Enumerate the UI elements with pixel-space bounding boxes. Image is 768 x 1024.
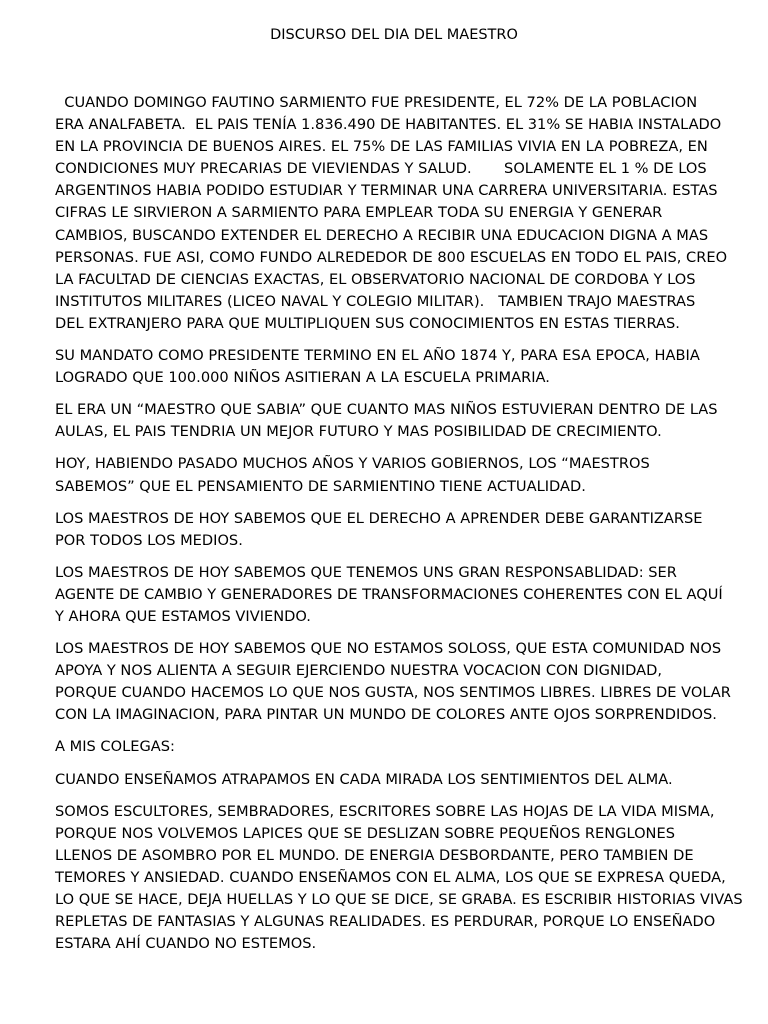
- text-line: LOS MAESTROS DE HOY SABEMOS QUE EL DERECHO A APRENDER DEBE GARANTIZARSE: [55, 509, 703, 527]
- text-line: APOYA Y NOS ALIENTA A SEGUIR EJERCIENDO NUESTRA VOCACION CON DIGNIDAD,: [55, 662, 663, 680]
- text-line: CUANDO DOMINGO FAUTINO SARMIENTO FUE PRESIDENTE, EL 72% DE LA POBLACION: [55, 94, 698, 111]
- text-line: PORQUE NOS VOLVEMOS LAPICES QUE SE DESLIZAN SOBRE PEQUEÑOS RENGLONES: [55, 824, 675, 842]
- text-line: LOS MAESTROS DE HOY SABEMOS QUE TENEMOS UNS GRAN RESPONSABLIDAD: SER: [55, 563, 677, 581]
- text-line: LOS MAESTROS DE HOY SABEMOS QUE NO ESTAMOS SOLOSS, QUE ESTA COMUNIDAD NOS: [55, 640, 722, 658]
- text-line: LA FACULTAD DE CIENCIAS EXACTAS, EL OBSERVATORIO NACIONAL DE CORDOBA Y LOS: [55, 270, 696, 288]
- text-line: LO QUE SE HACE, DEJA HUELLAS Y LO QUE SE DICE, SE GRABA. ES ESCRIBIR HISTORIAS VIVAS: [55, 891, 743, 908]
- text-line: EL ERA UN “MAESTRO QUE SABIA” QUE CUANTO MAS NIÑOS ESTUVIERAN DENTRO DE LAS: [55, 401, 718, 419]
- text-line: CON LA IMAGINACION, PARA PINTAR UN MUNDO DE COLORES ANTE OJOS SORPRENDIDOS.: [55, 706, 717, 724]
- text-line: SABEMOS” QUE EL PENSAMIENTO DE SARMIENTINO TIENE ACTUALIDAD.: [55, 477, 586, 495]
- document-body: [55, 92, 743, 965]
- text-line: INSTITUTOS MILITARES (LICEO NAVAL Y COLEGIO MILITAR). TAMBIEN TRAJO MAESTRAS: [55, 292, 696, 310]
- text-line: ERA ANALFABETA. EL PAIS TENÍA 1.836.490 DE HABITANTES. EL 31% SE HABIA INSTALADO: [55, 116, 722, 134]
- text-line: AULAS, EL PAIS TENDRIA UN MEJOR FUTURO Y MAS POSIBILIDAD DE CRECIMIENTO.: [55, 423, 662, 441]
- text-line: DEL EXTRANJERO PARA QUE MULTIPLIQUEN SUS CONOCIMIENTOS EN ESTAS TIERRAS.: [55, 314, 680, 332]
- text-line: AGENTE DE CAMBIO Y GENERADORES DE TRANSFORMACIONES COHERENTES CON EL AQUÍ: [55, 585, 723, 603]
- text-line: PERSONAS. FUE ASI, COMO FUNDO ALREDEDOR DE 800 ESCUELAS EN TODO EL PAIS, CREO: [55, 248, 728, 266]
- text-line: LLENOS DE ASOMBRO POR EL MUNDO. DE ENERGIA DESBORDANTE, PERO TAMBIEN DE: [55, 846, 694, 864]
- text-line: ARGENTINOS HABIA PODIDO ESTUDIAR Y TERMINAR UNA CARRERA UNIVERSITARIA. ESTAS: [55, 182, 718, 200]
- text-line: CONDICIONES MUY PRECARIAS DE VIEVIENDAS Y SALUD. SOLAMENTE EL 1 % DE LOS: [55, 160, 707, 178]
- text-line: REPLETAS DE FANTASIAS Y ALGUNAS REALIDADES. ES PERDURAR, PORQUE LO ENSEÑADO: [55, 913, 716, 931]
- paragraph: [55, 638, 735, 726]
- text-line: HOY, HABIENDO PASADO MUCHOS AÑOS Y VARIOS GOBIERNOS, LOS “MAESTROS: [55, 455, 650, 473]
- text-line: Y AHORA QUE ESTAMOS VIVIENDO.: [55, 607, 311, 625]
- paragraph: [55, 801, 743, 956]
- paragraph: [55, 453, 735, 497]
- text-line: SOMOS ESCULTORES, SEMBRADORES, ESCRITORES SOBRE LAS HOJAS DE LA VIDA MISMA,: [55, 802, 715, 820]
- text-line: CUANDO ENSEÑAMOS ATRAPAMOS EN CADA MIRADA LOS SENTIMIENTOS DEL ALMA.: [55, 770, 673, 788]
- text-line: A MIS COLEGAS:: [55, 738, 175, 756]
- paragraph: [55, 736, 735, 758]
- text-line: TEMORES Y ANSIEDAD. CUANDO ENSEÑAMOS CON EL ALMA, LOS QUE SE EXPRESA QUEDA,: [55, 868, 726, 886]
- paragraph: [55, 562, 735, 628]
- text-line: EN LA PROVINCIA DE BUENOS AIRES. EL 75% DE LAS FAMILIAS VIVIA EN LA POBREZA, EN: [55, 138, 708, 156]
- text-line: ESTARA AHÍ CUANDO NO ESTEMOS.: [55, 935, 317, 953]
- text-line: SU MANDATO COMO PRESIDENTE TERMINO EN EL AÑO 1874 Y, PARA ESA EPOCA, HABIA: [55, 347, 700, 365]
- paragraph: [55, 769, 735, 791]
- paragraph: [55, 92, 735, 335]
- paragraph: [55, 399, 735, 443]
- text-line: POR TODOS LOS MEDIOS.: [55, 531, 243, 549]
- text-line: CIFRAS LE SIRVIERON A SARMIENTO PARA EMPLEAR TODA SU ENERGIA Y GENERAR: [55, 204, 663, 222]
- paragraph: [55, 508, 735, 552]
- text-line: CAMBIOS, BUSCANDO EXTENDER EL DERECHO A RECIBIR UNA EDUCACION DIGNA A MAS: [55, 226, 709, 244]
- paragraph: [55, 345, 735, 389]
- text-line: PORQUE CUANDO HACEMOS LO QUE NOS GUSTA, NOS SENTIMOS LIBRES. LIBRES DE VOLAR: [55, 684, 731, 702]
- text-line: LOGRADO QUE 100.000 NIÑOS ASITIERAN A LA ESCUELA PRIMARIA.: [55, 369, 550, 387]
- document-title: DISCURSO DEL DIA DEL MAESTRO: [270, 27, 518, 43]
